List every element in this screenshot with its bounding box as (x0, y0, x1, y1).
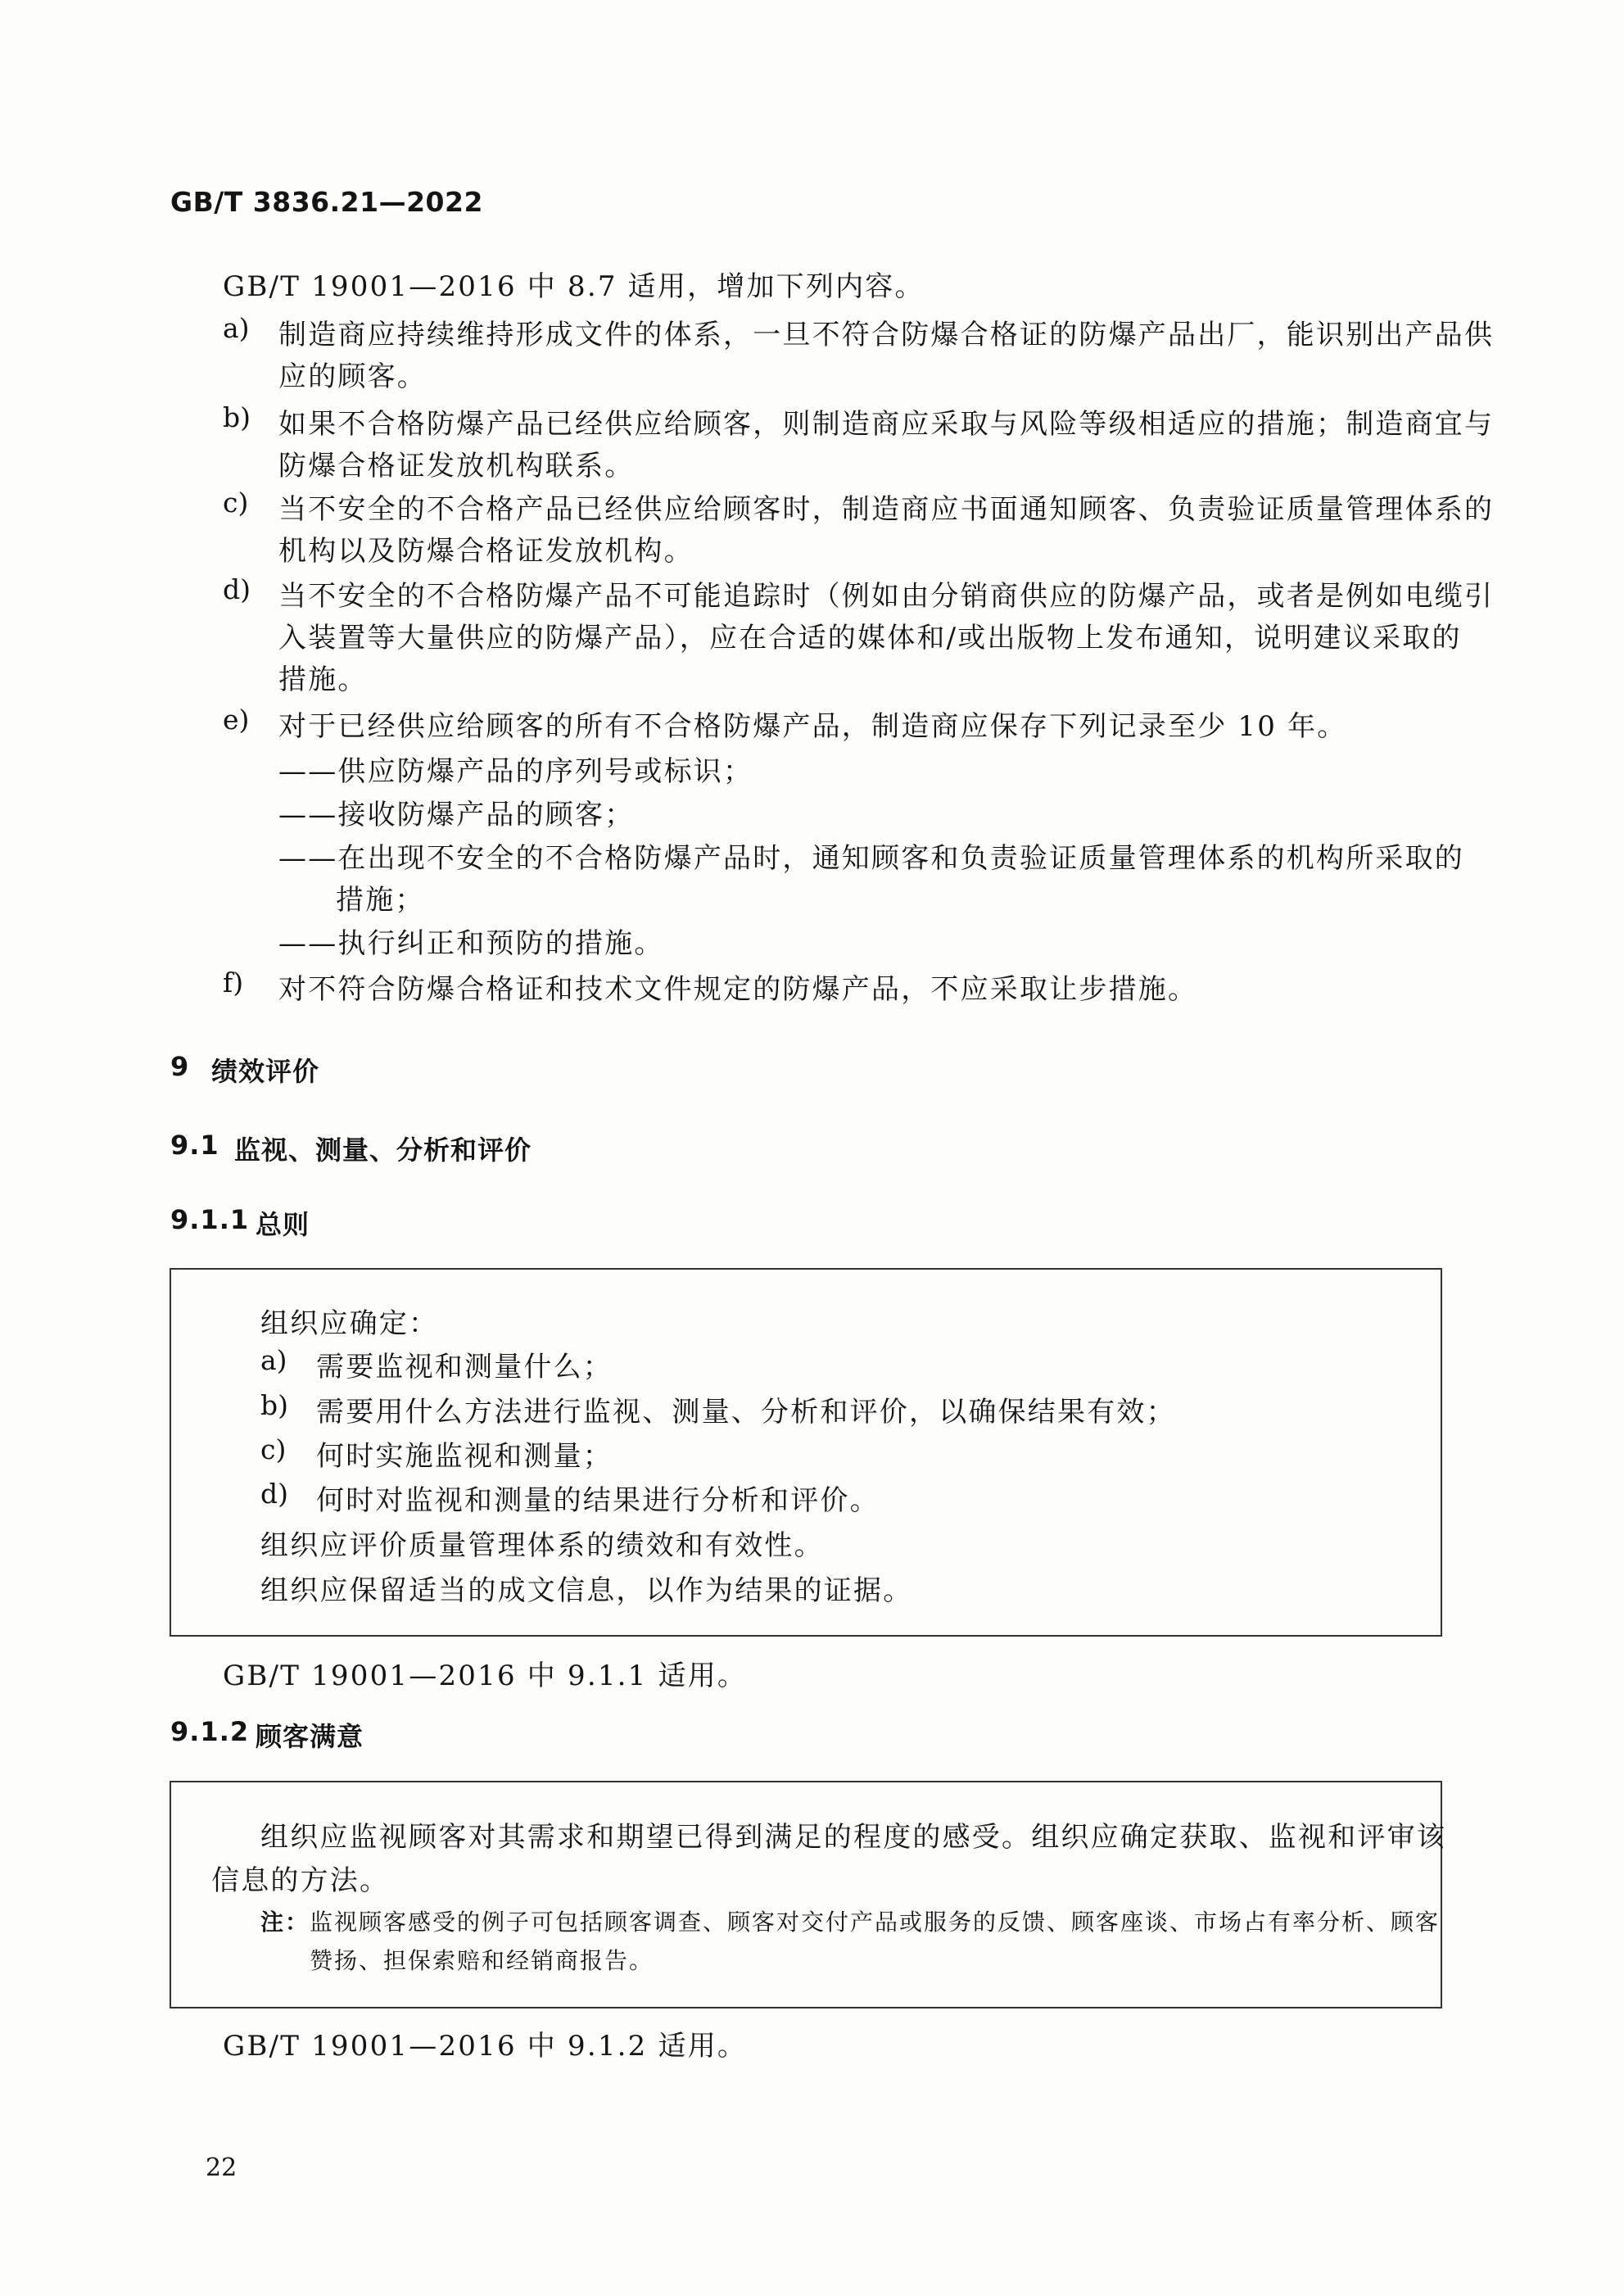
list-item-e-line1: 对于已经供应给顾客的所有不合格防爆产品，制造商应保存下列记录至少 10 年。 (278, 710, 1347, 743)
note-label: 注： (260, 1909, 310, 1936)
section-9-1-2-title: 顾客满意 (256, 1721, 364, 1752)
section-9-1-title: 监视、测量、分析和评价 (234, 1134, 532, 1166)
box-marker-a: a) (260, 1344, 287, 1376)
list-marker-d: d) (223, 573, 251, 605)
list-marker-e: e) (223, 704, 250, 736)
section-9-1-2-applicability: GB/T 19001—2016 中 9.1.2 适用。 (223, 2030, 748, 2063)
section-9-1-1-title: 总则 (256, 1209, 310, 1240)
list-marker-c: c) (223, 487, 249, 519)
box-item-a: 需要监视和测量什么； (316, 1351, 613, 1383)
box-item-d: 何时对监视和测量的结果进行分析和评价。 (316, 1484, 880, 1517)
dash-item-customer: ——接收防爆产品的顾客； (278, 799, 635, 831)
note-line1: 监视顾客感受的例子可包括顾客调查、顾客对交付产品或服务的反馈、顾客座谈、市场占有率分析、顾客 (310, 1909, 1441, 1936)
section-9-1-2-number: 9.1.2 (170, 1716, 250, 1747)
dash-item-corrective: ——执行纠正和预防的措施。 (278, 927, 664, 960)
list-item-b-line1: 如果不合格防爆产品已经供应给顾客，则制造商应采取与风险等级相适应的措施；制造商宜与 (278, 408, 1495, 441)
list-item-b-line2: 防爆合格证发放机构联系。 (278, 450, 635, 482)
box-para-evidence: 组织应保留适当的成文信息，以作为结果的证据。 (260, 1574, 913, 1607)
list-item-a-line2: 应的顾客。 (278, 360, 427, 393)
dash-item-unsafe-line1: ——在出现不安全的不合格防爆产品时，通知顾客和负责验证质量管理体系的机构所采取的 (278, 842, 1464, 875)
box-marker-d: d) (260, 1478, 288, 1510)
dash-item-unsafe-line2: 措施； (336, 884, 425, 917)
list-item-c-line2: 机构以及防爆合格证发放机构。 (278, 535, 694, 568)
note-line2: 赞扬、担保索赔和经销商报告。 (310, 1947, 654, 1974)
dash-item-serial: ——供应防爆产品的序列号或标识； (278, 755, 753, 788)
section-9-title: 绩效评价 (211, 1056, 320, 1087)
box-item-c: 何时实施监视和测量； (316, 1440, 613, 1473)
box-marker-c: c) (260, 1433, 287, 1465)
list-item-a-line1: 制造商应持续维持形成文件的体系，一旦不符合防爆合格证的防爆产品出厂，能识别出产品供 (278, 319, 1495, 351)
section-9-1-1-number: 9.1.1 (170, 1204, 250, 1235)
list-item-d-line3: 措施。 (278, 663, 368, 696)
list-item-d-line2: 入装置等大量供应的防爆产品），应在合适的媒体和/或出版物上发布通知，说明建议采取的 (278, 622, 1462, 654)
box-intro: 组织应确定： (260, 1307, 439, 1340)
list-item-f-line1: 对不符合防爆合格证和技术文件规定的防爆产品，不应采取让步措施。 (278, 973, 1198, 1006)
box2-line1: 组织应监视顾客对其需求和期望已得到满足的程度的感受。组织应确定获取、监视和评审该 (260, 1821, 1446, 1854)
list-item-d-line1: 当不安全的不合格防爆产品不可能追踪时（例如由分销商供应的防爆产品，或者是例如电缆引 (278, 580, 1495, 613)
section-9-number: 9 (170, 1051, 190, 1082)
box-para-performance: 组织应评价质量管理体系的绩效和有效性。 (260, 1529, 824, 1562)
section-9-1-number: 9.1 (170, 1130, 219, 1161)
section-9-1-1-applicability: GB/T 19001—2016 中 9.1.1 适用。 (223, 1660, 748, 1692)
box-marker-b: b) (260, 1389, 288, 1421)
list-marker-b: b) (223, 401, 251, 433)
box2-line2: 信息的方法。 (211, 1864, 390, 1897)
list-item-c-line1: 当不安全的不合格产品已经供应给顾客时，制造商应书面通知顾客、负责验证质量管理体系的 (278, 493, 1495, 526)
list-marker-f: f) (223, 967, 244, 999)
page-number: 22 (206, 2153, 237, 2182)
box-item-b: 需要用什么方法进行监视、测量、分析和评价，以确保结果有效； (316, 1396, 1176, 1429)
standard-code-header: GB/T 3836.21—2022 (170, 186, 483, 218)
list-marker-a: a) (223, 312, 250, 344)
section-8-7-intro: GB/T 19001—2016 中 8.7 适用，增加下列内容。 (223, 270, 925, 303)
